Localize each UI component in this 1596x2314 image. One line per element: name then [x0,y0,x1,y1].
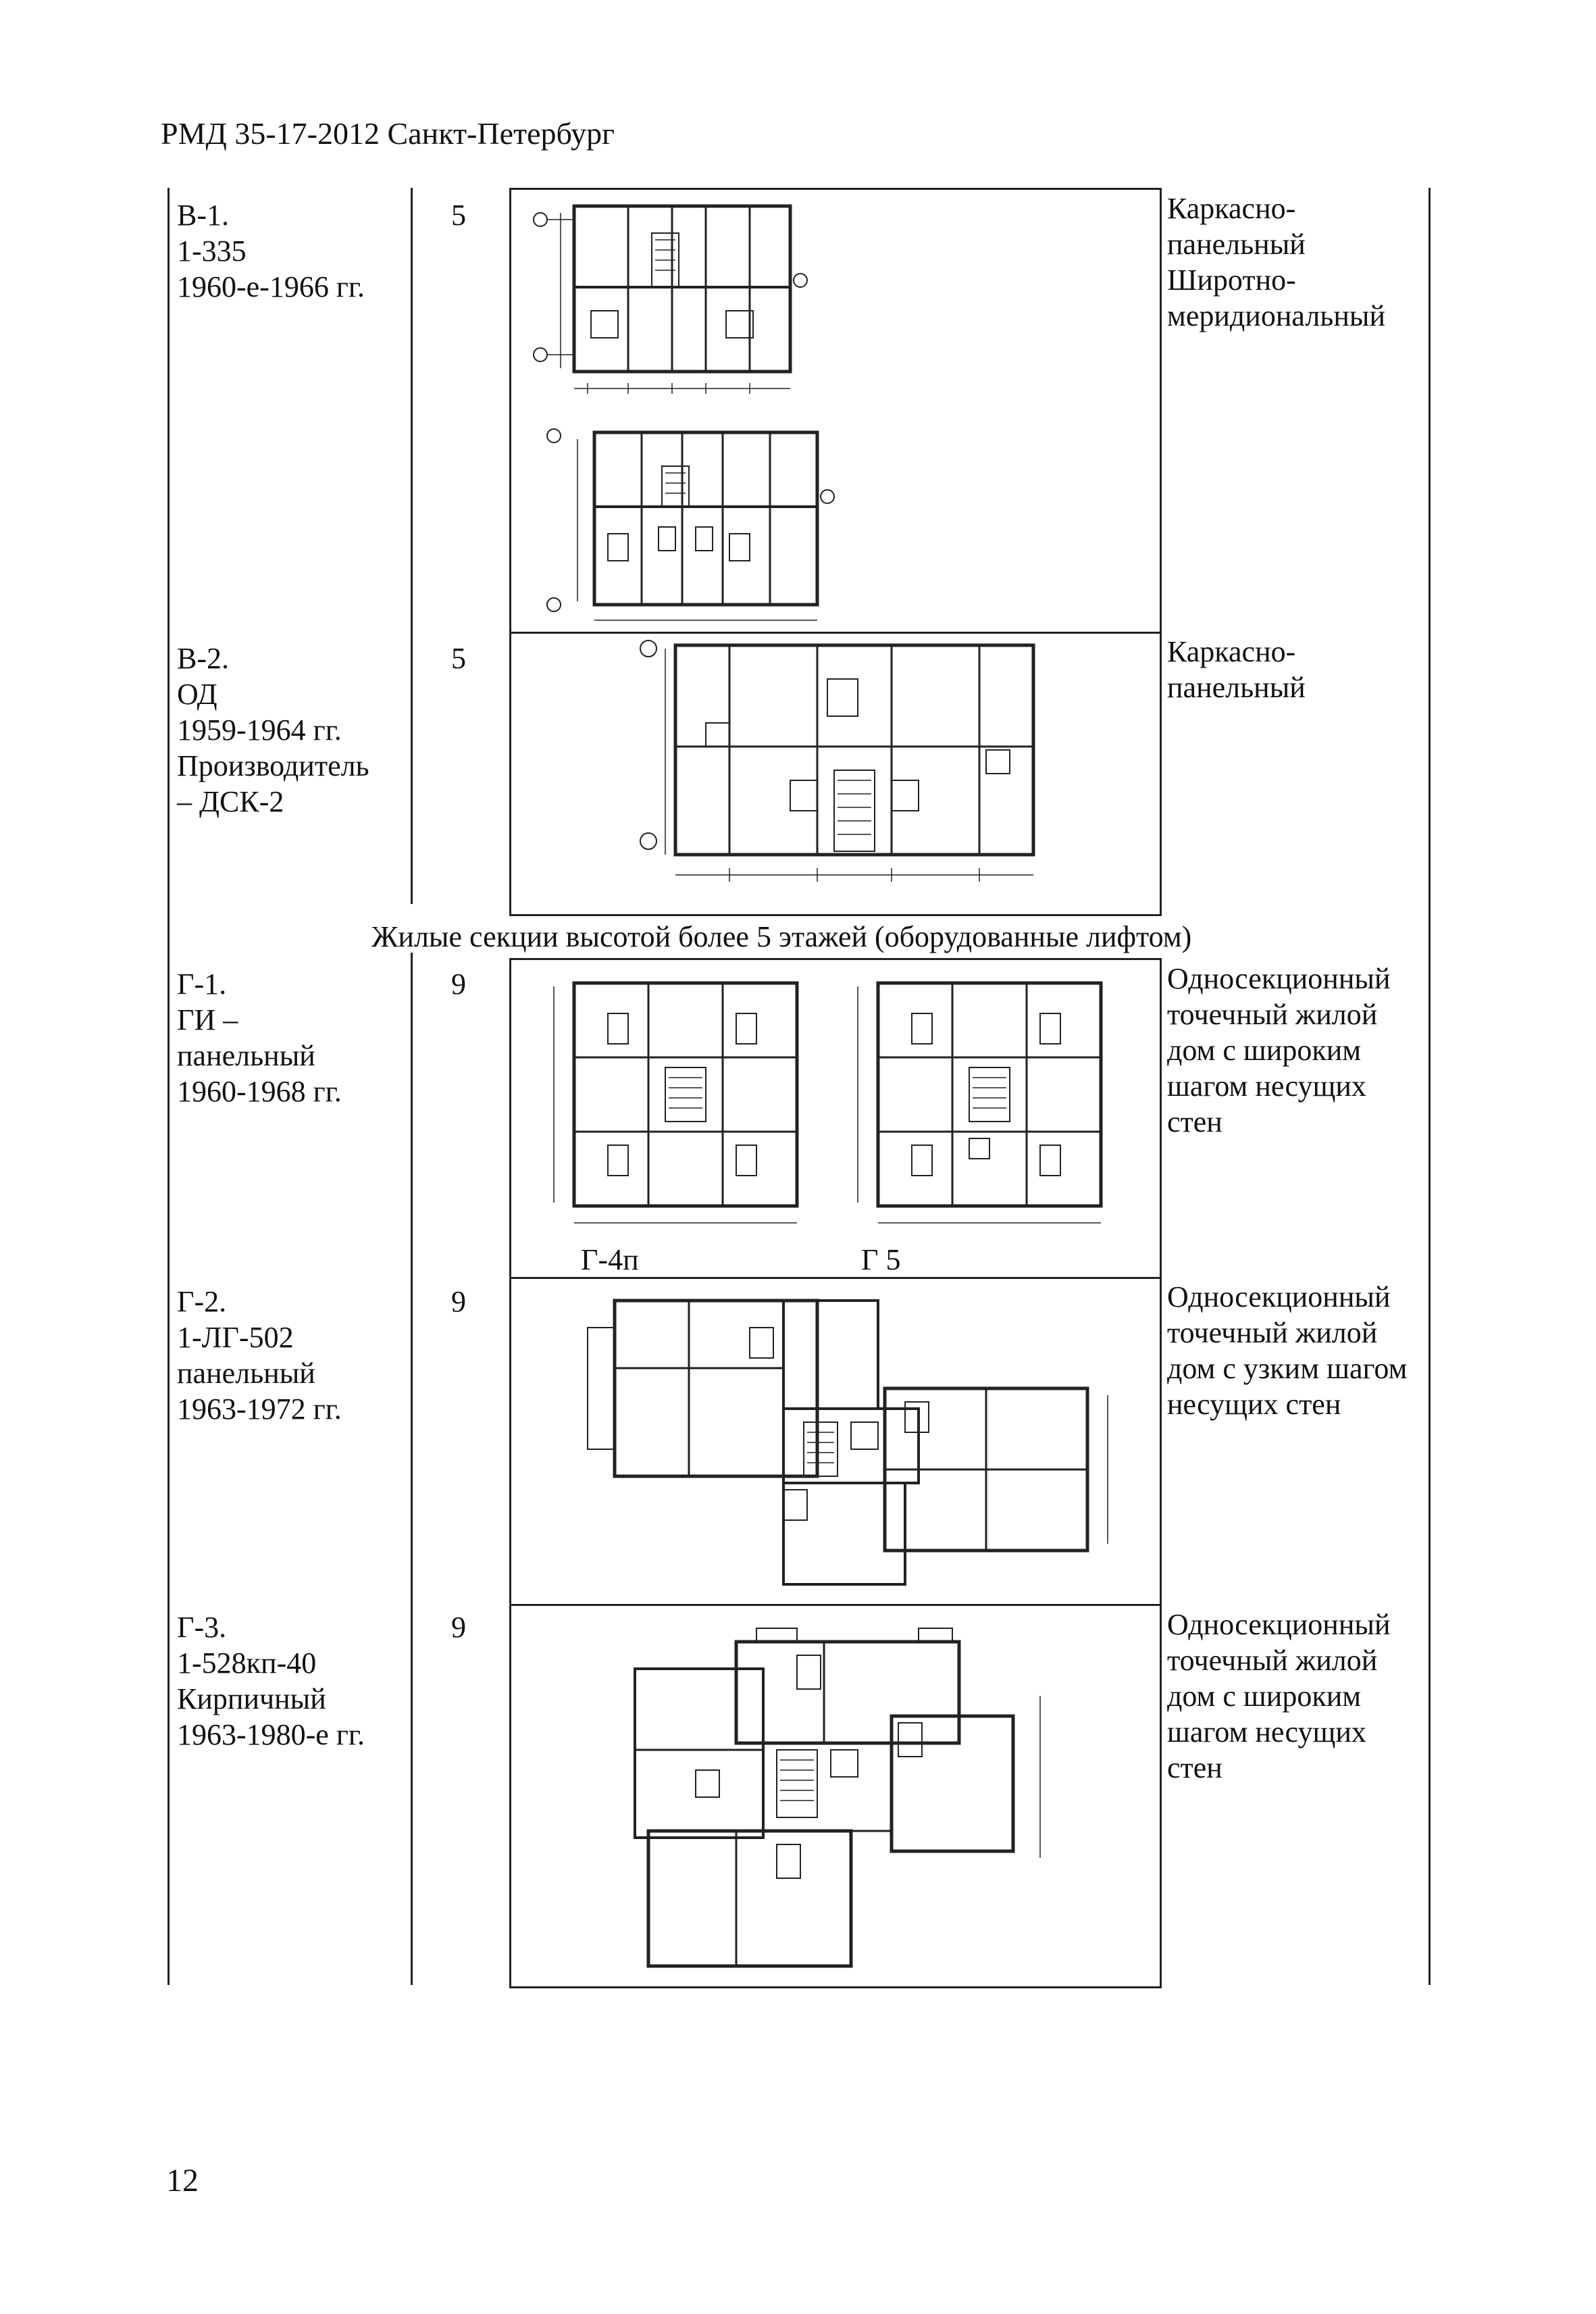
desc-line: Широтно- [1167,263,1296,297]
description-v2 [1167,634,1306,705]
label-line: Г-1. [177,967,227,1001]
label-line: Г-3. [177,1611,227,1644]
label-line: 1-335 [177,234,247,268]
desc-line: шагом несущих [1167,1715,1366,1749]
plan-frame-g-divider-2 [509,1604,1162,1606]
label-line: 1963-1972 гг. [177,1392,342,1426]
label-line: ОД [177,678,217,711]
label-line: 1963-1980-е гг. [177,1718,365,1751]
page-number: 12 [166,2163,199,2198]
desc-line: дом с широким [1167,1680,1362,1713]
label-line: – ДСК-2 [177,785,284,818]
label-line: 1-528кп-40 [177,1646,317,1680]
desc-line: дом с широким [1167,1034,1362,1067]
description-v1 [1167,191,1385,334]
floors-g1: 9 [451,967,466,1001]
row-label-g3 [177,1609,365,1753]
floor-plan-v1-bottom [527,419,838,628]
table-left-rule [168,188,170,1985]
desc-line: дом с узким шагом [1167,1352,1408,1385]
desc-line: Каркасно- [1167,192,1296,225]
floor-plan-v2 [628,638,1047,888]
table-col-rule-lower [411,953,413,1985]
label-line: ГИ – [177,1003,238,1036]
row-label-v2 [177,640,369,820]
desc-line: стен [1167,1751,1222,1784]
floors-g3: 9 [451,1611,466,1644]
table-col-rule [411,188,413,904]
caption-g4p: Г-4п [581,1243,639,1276]
floor-plan-g5 [844,973,1128,1236]
desc-line: точечный жилой [1167,998,1378,1031]
desc-line: меридиональный [1167,299,1385,332]
row-label-g2 [177,1284,342,1427]
label-line: Г-2. [177,1285,227,1318]
label-line: 1960-1968 гг. [177,1075,342,1108]
desc-line: шагом несущих [1167,1070,1366,1103]
desc-line: Каркасно- [1167,635,1296,668]
desc-line: Односекционный [1167,1608,1391,1641]
caption-g5: Г 5 [861,1243,901,1276]
label-line: Производитель [177,749,369,782]
desc-line: панельный [1167,671,1306,704]
label-line: 1-ЛГ-502 [177,1321,294,1354]
section-heading: Жилые секции высотой более 5 этажей (оборудованные лифтом) [371,920,1192,953]
desc-line: точечный жилой [1167,1316,1378,1349]
floors-v2: 5 [451,642,466,675]
plan-frame-g-divider-1 [509,1277,1162,1279]
label-line: 1959-1964 гг. [177,713,342,747]
label-line: панельный [177,1039,315,1072]
desc-line: несущих стен [1167,1388,1341,1421]
label-line: В-2. [177,642,229,675]
description-g2 [1167,1279,1407,1422]
description-g1 [1167,961,1391,1140]
desc-line: точечный жилой [1167,1644,1378,1677]
label-line: В-1. [177,199,229,232]
floor-plan-g2 [581,1287,1121,1598]
label-line: панельный [177,1357,315,1390]
floor-plan-v1-top [527,193,810,402]
floor-plan-g4p [540,973,824,1236]
label-line: Кирпичный [177,1682,326,1715]
table-right-rule [1428,188,1431,1985]
label-line: 1960-е-1966 гг. [177,270,365,303]
description-g3 [1167,1607,1391,1786]
plan-frame-v-divider [509,632,1162,634]
floors-v1: 5 [451,199,466,232]
floor-plan-g3 [628,1615,1081,1980]
desc-line: Односекционный [1167,962,1391,995]
page-header: РМД 35-17-2012 Санкт-Петербург [161,116,615,151]
desc-line: стен [1167,1105,1222,1138]
row-label-v1 [177,197,365,305]
desc-line: Односекционный [1167,1280,1391,1313]
row-label-g1 [177,966,342,1109]
desc-line: панельный [1167,228,1306,261]
floors-g2: 9 [451,1285,466,1318]
